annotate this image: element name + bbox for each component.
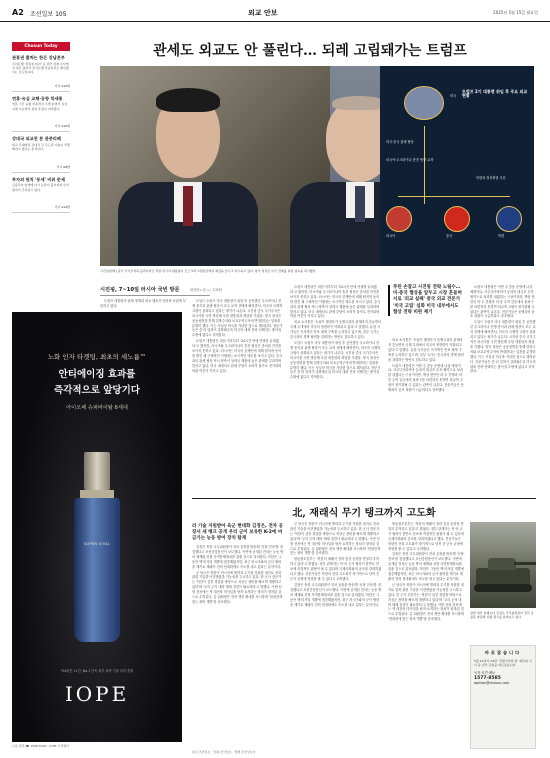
article2-col-1: 김정은 북한 국무위원장이 전차 공장을 방문해 '신형 전차'를 점검했다고 조선중앙통신이 보도했다. 이번에 공개된 전차는 능동 방어 체계와 신형 사격통제장치를 갖춘 것으로 알려졌다. 북한은 그동안 핵·미사일 개발에 집중해왔지만, 최근 러시아와의 군사 협력을 계기로 재래식 전력 현대화에도 속도를 내고 있다는 분석이다. 군 당국은 북한이 러시아에 병력과 무기를 지원한 대가로 전차 관련 기술을 이전받았을 가능성을 주시하고 있다. 한 군사 전문가는 '북한이 실전 경험을 바탕으로 지상군 장비를 빠르게 개량하고 있다'며 '우리 군의 대비 태세 점검이 필요하다'고 말했다. 이번 신형 전차에는 적 대전차 미사일을 탐지·요격하는 장치가 장착된 것으로 추정된다. 김 위원장은 전차 생산 확대를 지시하며 '현대전에 맞는 장비 개발'을 강조했다. (192, 545, 284, 604)
article1-col-4: 외교 소식통은 '트럼프 행정부가 동맹국과의 관계마저 흔들면서 국제 무대에서 미국의 영향력이 약화되고 있다'고 말했다. 유럽 국가들은 독자적인 안보 체계 구축을 논의하고 있으며, 일부 국가는 중국과의 경제 협력을 강화하는 방안도 검토하고 있다. 트럼프 대통령은 이번 주 중동 순방에 나설 예정이다. 사우디아라비아 등과의 대규모 투자 협약으로 성과를 내겠다는 구상이지만, 핵심 현안인 러·우 전쟁과 미·중 무역 갈등에서 돌파구를 마련하지 못하면 외교적 고립이 장기화될 수 있다는 관측이 나온다. 전문가들은 동맹과의 공조 복원이 시급하다고 강조했다. (388, 338, 464, 393)
notice-title: 바로잡습니다 (484, 650, 522, 655)
person-left (118, 86, 258, 266)
main-headline[interactable]: 관세도 외교도 안 풀린다… 되레 고립돼가는 트럼프 (153, 43, 467, 59)
contact-email[interactable]: opinion@chosun.com (474, 680, 510, 685)
ad-note: *18년간 11건, No.1 단독 피부 과학 기술 특허 출원 (60, 669, 134, 673)
inset-note: 러시아·우크라이나 종전 협상 교착 (386, 158, 434, 162)
nk-label: 북한 (498, 234, 505, 238)
article2-col-2: 군 당국은 북한이 러시아에 병력과 무기를 지원한 대가로 전차 관련 기술을 이전받았을 가능성을 주시하고 있다. 한 군사 전문가는 '북한이 실전 경험을 바탕으로 지상군 장비를 빠르게 개량하고 있다'며 '우리 군의 대비 태세 점검이 필요하다'고 말했다. 이번 신형 전차에는 적 대전차 미사일을 탐지·요격하는 장치가 장착된 것으로 추정된다. 김 위원장은 전차 생산 확대를 지시하며 '현대전에 맞는 장비 개발'을 강조했다. 합동참모본부는 '북한의 재래식 전력 증강 동향을 면밀히 추적하고 있다'고 밝혔다. 정부 관계자는 북·러 군사 협력이 한반도 안보에 직접적인 위협이 될 수 있다며 국제사회와의 공조를 강화하겠다고 했다. 전문가들은 북한의 전력 고도화가 장기적으로 남북 간 군사 균형에 영향을 줄 수 있다고 우려했다. 김정은 북한 국무위원장이 전차 공장을 방문해 '신형 전차'를 점검했다고 조선중앙통신이 보도했다. 이번에 공개된 전차는 능동 방어 체계와 신형 사격통제장치를 갖춘 것으로 알려졌다. 북한은 그동안 핵·미사일 개발에 집중해왔지만, 최근 러시아와의 군사 협력을 계기로 재래식 전력 현대화에도 속도를 내고 있다는 분석이다. (290, 522, 382, 607)
russia-label: 러시아 (386, 234, 396, 238)
sidebar-item[interactable] (12, 177, 70, 214)
contact-label: 독자 의견·제보 (474, 670, 496, 675)
ad-line-1: 노화 인자 타겟팅, 최초의 세노륨™ (47, 353, 147, 361)
sidebar-item-title: 관봉권 출처는 한은 강남본부 (12, 55, 65, 60)
connector-line (398, 196, 510, 197)
iope-advertisement[interactable] (12, 312, 182, 742)
tank-caption: 평양 내부 실제보다 김정은 국무위원장이 전차 공장을 방문해 신형 탱크를 살펴보고 있다. (470, 611, 534, 620)
ad-line-2: 안티에이징 효과를 (58, 369, 136, 380)
sidebar-item[interactable] (12, 136, 70, 173)
sidebar-item[interactable] (12, 96, 70, 133)
page-header (0, 0, 550, 22)
section-title: 외교 안보 (248, 9, 278, 17)
page-footer: 편집 조선일보 · 인쇄 조선일보 · 발행 조선일보사 (192, 750, 256, 754)
ad-line-3: 즉각적으로 앞당기다 (54, 385, 140, 396)
paper-name: 조선일보 105 (30, 11, 67, 18)
sidebar-item-title: 강대국 외교전 본 관중리폐 (12, 136, 61, 142)
china-label: 중국 (446, 234, 453, 238)
today-sidebar (12, 42, 70, 300)
notice-box (470, 645, 536, 749)
inset-title: 트럼프 2기 대통령 취임 후 주요 외교 현황 (462, 89, 528, 99)
sidebar-item-ref: 기사 A8면 (56, 164, 70, 169)
inset-note: 미국·중국 관세 협상 (386, 140, 414, 144)
page-number: A2 (12, 8, 24, 17)
article1-col-2: 도널드 트럼프 미국 대통령이 취임 후 공언했던 우크라이나 전쟁 종식과 관세 협상이 모두 교착 상태에 빠지면서, 미국의 국제적 고립이 심화되고 있다는 평가가 나온다. 시진핑 중국 국가주석은 러시아를 국빈 방문해 푸틴 대통령과 회담을 가졌다. 양국 정상은 공동성명을 통해 일방주의와 보호무역주의에 반대한다는 입장을 분명히 했다. 이는 사실상 미국을 겨냥한 것으로 해석된다. 전문가들은 중·러 밀착이 강화될수록 미국의 대외 전략 선택지는 좁아질 수밖에 없다고 지적한다. 트럼프 대통령은 취임 직후부터 '24시간 안에 전쟁을 끝내겠다'고 했지만, 러시아와 우크라이나의 휴전 협상은 좀처럼 진전을 보이지 못하고 있다. 러시아는 미국의 중재안에 대해 원칙적 동의만 밝힌 채 구체적인 이행에는 소극적인 태도를 보이고 있다. 중국과의 관세 협상 역시 양측이 상대국 제품에 높은 관세를 부과하며 맞서고 있다. 미국 내에서도 관세 부담이 소비자 물가로 전가되며 비판 여론이 커지고 있다. (192, 299, 283, 373)
us-node (404, 86, 444, 120)
iope-logo: IOPE (64, 682, 130, 706)
sidebar-item[interactable] (12, 55, 70, 92)
article2-subhead: 러 기술 지원받아 육군 현대화 김정은, 전차 공장서 새 탱크 공개 우리 군이 보유한 K-2에 버금가는 능동 방어 장치 탑재 (192, 524, 283, 541)
article1-title[interactable]: 시진핑, 7~10일 러시아 국빈 방문 (100, 286, 210, 296)
nk-node (496, 206, 522, 232)
article1-col-5: 트럼프 대통령은 이번 주 중동 순방에 나설 예정이다. 사우디아라비아 등과의 대규모 투자 협약으로 성과를 내겠다는 구상이지만, 핵심 현안인 러·우 전쟁과 미·중 무역 갈등에서 돌파구를 마련하지 못하면 외교적 고립이 장기화될 수 있다는 관측이 나온다. 전문가들은 동맹과의 공조 복원이 시급하다고 강조했다. 도널드 트럼프 미국 대통령이 취임 후 공언했던 우크라이나 전쟁 종식과 관세 협상이 모두 교착 상태에 빠지면서, 미국의 국제적 고립이 심화되고 있다는 평가가 나온다. 시진핑 중국 국가주석은 러시아를 국빈 방문해 푸틴 대통령과 회담을 가졌다. 양국 정상은 공동성명을 통해 일방주의와 보호무역주의에 반대한다는 입장을 분명히 했다. 이는 사실상 미국을 겨냥한 것으로 해석된다. 전문가들은 중·러 밀착이 강화될수록 미국의 대외 전략 선택지는 좁아질 수밖에 없다고 지적한다. (470, 285, 536, 374)
article2-col-3: 합동참모본부는 '북한의 재래식 전력 증강 동향을 면밀히 추적하고 있다'고 밝혔다. 정부 관계자는 북·러 군사 협력이 한반도 안보에 직접적인 위협이 될 수 있다며 국제사회와의 공조를 강화하겠다고 했다. 전문가들은 북한의 전력 고도화가 장기적으로 남북 간 군사 균형에 영향을 줄 수 있다고 우려했다. 김정은 북한 국무위원장이 전차 공장을 방문해 '신형 전차'를 점검했다고 조선중앙통신이 보도했다. 이번에 공개된 전차는 능동 방어 체계와 신형 사격통제장치를 갖춘 것으로 알려졌다. 북한은 그동안 핵·미사일 개발에 집중해왔지만, 최근 러시아와의 군사 협력을 계기로 재래식 전력 현대화에도 속도를 내고 있다는 분석이다. 군 당국은 북한이 러시아에 병력과 무기를 지원한 대가로 전차 관련 기술을 이전받았을 가능성을 주시하고 있다. 한 군사 전문가는 '북한이 실전 경험을 바탕으로 지상군 장비를 빠르게 개량하고 있다'며 '우리 군의 대비 태세 점검이 필요하다'고 말했다. 이번 신형 전차에는 적 대전차 미사일을 탐지·요격하는 장치가 장착된 것으로 추정된다. 김 위원장은 전차 생산 확대를 지시하며 '현대전에 맞는 장비 개발'을 강조했다. (388, 522, 464, 622)
sidebar-item-title: 연휴·유심 교체·공항 북새통 (12, 95, 63, 101)
sidebar-item-body: 외교 무대에서 강대국 간 주도권 다툼이 치열해지고 있다는 분석이다. (12, 142, 70, 152)
notice-body: 5월 14일자 A3면 '전쟁기억의 땅' 제목의 기사 중 일부 표현을 바로잡습니다. (474, 659, 532, 668)
ad-footer: 근육 관리 ☎ 1588-0000 · IOPE 고객센터 (12, 744, 69, 748)
article1-col-3: 트럼프 대통령은 취임 직후부터 '24시간 안에 전쟁을 끝내겠다'고 했지만, 러시아와 우크라이나의 휴전 협상은 좀처럼 진전을 보이지 못하고 있다. 러시아는 미국의 중재안에 대해 원칙적 동의만 밝힌 채 구체적인 이행에는 소극적인 태도를 보이고 있다. 중국과의 관세 협상 역시 양측이 상대국 제품에 높은 관세를 부과하며 맞서고 있다. 미국 내에서도 관세 부담이 소비자 물가로 전가되며 비판 여론이 커지고 있다. 외교 소식통은 '트럼프 행정부가 동맹국과의 관계마저 흔들면서 국제 무대에서 미국의 영향력이 약화되고 있다'고 말했다. 유럽 국가들은 독자적인 안보 체계 구축을 논의하고 있으며, 일부 국가는 중국과의 경제 협력을 강화하는 방안도 검토하고 있다. 도널드 트럼프 미국 대통령이 취임 후 공언했던 우크라이나 전쟁 종식과 관세 협상이 모두 교착 상태에 빠지면서, 미국의 국제적 고립이 심화되고 있다는 평가가 나온다. 시진핑 중국 국가주석은 러시아를 국빈 방문해 푸틴 대통령과 회담을 가졌다. 양국 정상은 공동성명을 통해 일방주의와 보호무역주의에 반대한다는 입장을 분명히 했다. 이는 사실상 미국을 겨냥한 것으로 해석된다. 전문가들은 중·러 밀착이 강화될수록 미국의 대외 전략 선택지는 좁아질 수밖에 없다고 지적한다. (290, 285, 382, 380)
sidebar-item-ref: 기사 A14면 (54, 205, 70, 210)
russia-node (386, 206, 412, 232)
inset-note: 북한과 정상회담 무산 (476, 176, 506, 180)
bottle-label: SUPER VITAL (83, 542, 111, 546)
sidebar-item-body: 연휴 기간 공항 이용객이 크게 늘면서 유심 교체 수요까지 겹쳐 혼잡이 이어졌다. (12, 102, 67, 111)
sidebar-brand: Chosun Today (12, 42, 70, 51)
tank-photo (470, 522, 536, 608)
ad-line-4: 아이오페 슈퍼바이탈 6세대 (66, 405, 128, 411)
article1-subhead: 푸틴 손잡고 시진핑 전략 노림수… 미·중국 협상을 앞두고 시장 흔들며 서로 '외교 실패' 중국 외교 전문가 '미국 고립' 심화 미국 내부에서도 협상 전략 비판 제기 (388, 285, 464, 316)
contact-phone[interactable]: 1577-8585 (474, 675, 501, 681)
photo-caption: 시진핑(왼쪽) 중국 국가주석과 블라디미르 푸틴 러시아 대통령이 모스크바 크렘린궁에서 회담을 앞두고 악수하고 있다. 양국 정상은 미국 견제를 위한 결속을 과시했다. (100, 269, 317, 273)
us-label: 미국 (450, 94, 457, 98)
sidebar-item-body: 금융투자 업계에 다시 논란이 불거지며 투자 원칙이 주목받고 있다. (12, 183, 69, 192)
sidebar-item-body: 우리은행 '관봉권 띠지' 등 관련 검찰 수사에서 현금 출처가 한국은행 강남본부로 확인됐다는 보도입니다. (12, 61, 69, 75)
sidebar-item-ref: 기사 A12면 (54, 83, 70, 88)
article2-title[interactable]: 北, 재래식 무기 탱크까지 고도화 (192, 498, 536, 519)
connector-line (424, 126, 425, 204)
issue-date: 2025년 5월 15일 월요일 (493, 10, 538, 15)
china-node (444, 206, 470, 232)
article1-byline: 워싱턴=김○○ 특파원 (190, 288, 222, 292)
sidebar-item-ref: 기사 A10면 (54, 124, 70, 129)
diplomacy-inset-graphic (380, 66, 534, 266)
sidebar-item-title: 투자의 원칙 '동세' 비위 문제 (12, 176, 65, 182)
article1-col-1: 트럼프 대통령의 관세 정책과 외교 행보가 잇따라 난관에 부딪히고 있다. (100, 299, 186, 308)
serum-bottle-image (70, 452, 124, 642)
